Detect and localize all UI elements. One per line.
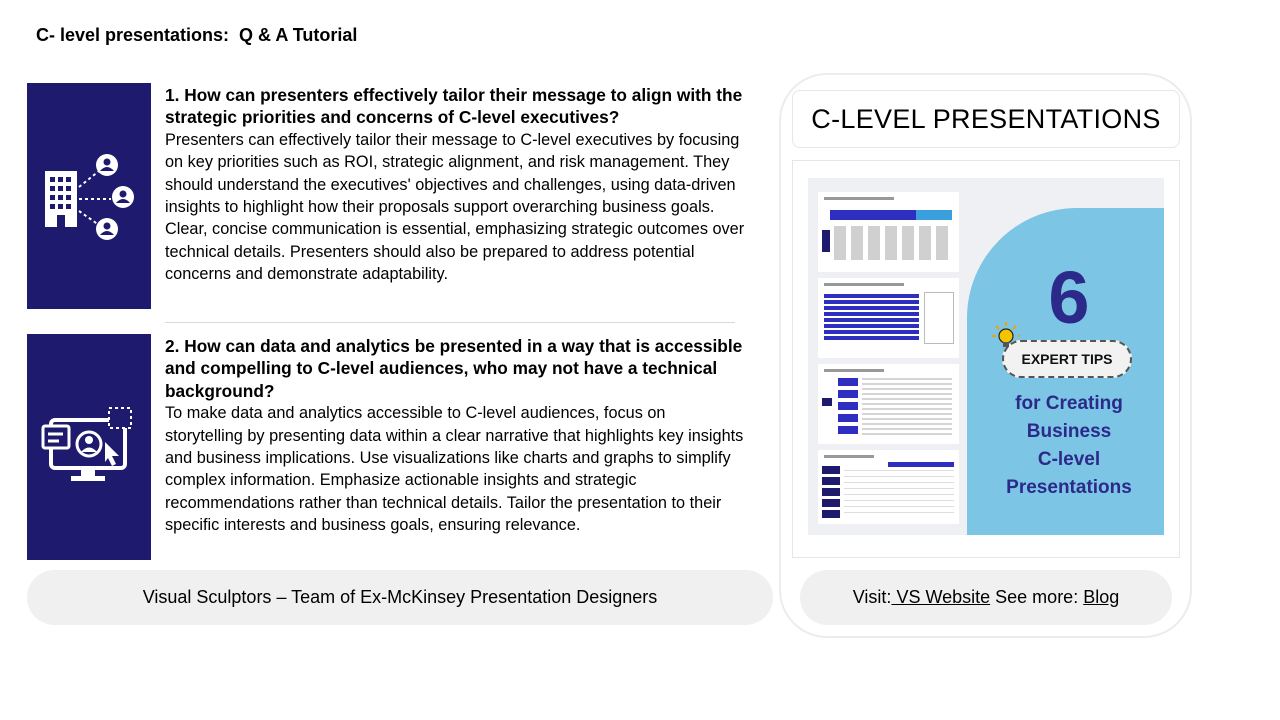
promo-image[interactable] (808, 178, 1164, 535)
qa-icon-box-2 (27, 334, 151, 560)
qa-question-1: 1. How can presenters effectively tailor their message to align with the strategic priorities and concerns of C-level executives? (165, 85, 743, 128)
promo-text (967, 390, 1164, 502)
company-tagline: Visual Sculptors – Team of Ex-McKinsey Presentation Designers (142, 587, 658, 607)
promo-line-3: C-level (1037, 449, 1101, 470)
page-title: C- level presentations: Q & A Tutorial (36, 25, 358, 45)
qa-answer-2: To make data and analytics accessible to C-level audiences, focus on storytelling by presenting data within a clear narrative that highlights key insights and business implications. Use visualizations like charts and graphs to simplify complex information. Emphasize actionable insights and strategic recommendations rather than technical details. Tailor the presentation to their specific interests and business goals, ensuring relevance. (165, 404, 744, 535)
see-more-label: See more: (990, 587, 1084, 607)
divider (165, 322, 735, 323)
blog-link[interactable]: Blog (1083, 587, 1120, 607)
qa-icon-box-1 (27, 83, 151, 309)
sidebar-heading-box (792, 90, 1180, 148)
mini-slide-2 (818, 278, 959, 358)
mini-slide-1 (818, 192, 959, 272)
building-network-icon (41, 151, 137, 241)
promo-number: 6 (1048, 256, 1090, 339)
promo-line-2: Business (1026, 421, 1112, 442)
qa-block-1 (165, 84, 745, 286)
mini-slide-3 (818, 364, 959, 444)
promo-line-4: Presentations (1006, 477, 1132, 498)
company-banner (27, 570, 773, 625)
links-banner (800, 570, 1172, 625)
sidebar-heading: C-LEVEL PRESENTATIONS (811, 103, 1161, 134)
monitor-presenter-icon (41, 406, 137, 488)
mini-slide-4 (818, 450, 959, 524)
promo-badge (1002, 340, 1132, 378)
vs-website-link[interactable]: VS Website (891, 587, 991, 607)
qa-answer-1: Presenters can effectively tailor their message to C-level executives by focusing on key priorities such as ROI, strategic alignment, and risk management. They should understand the executives' objectives and challenges, using data-driven insights to highlight how their proposals support overarching business goals. Clear, concise communication is essential, emphasizing strategic outcomes over technical details. Presenters should also be prepared to address potential concerns and demonstrate adaptability. (165, 130, 745, 284)
promo-line-1: for Creating (1015, 393, 1123, 414)
lightbulb-icon (990, 320, 1020, 352)
qa-question-2: 2. How can data and analytics be presented in a way that is accessible and compelling to C-level audiences, who may not have a technical background? (165, 336, 743, 401)
qa-block-2 (165, 335, 745, 537)
visit-label: Visit: (852, 587, 892, 607)
promo-badge-text: EXPERT TIPS (1021, 351, 1113, 367)
